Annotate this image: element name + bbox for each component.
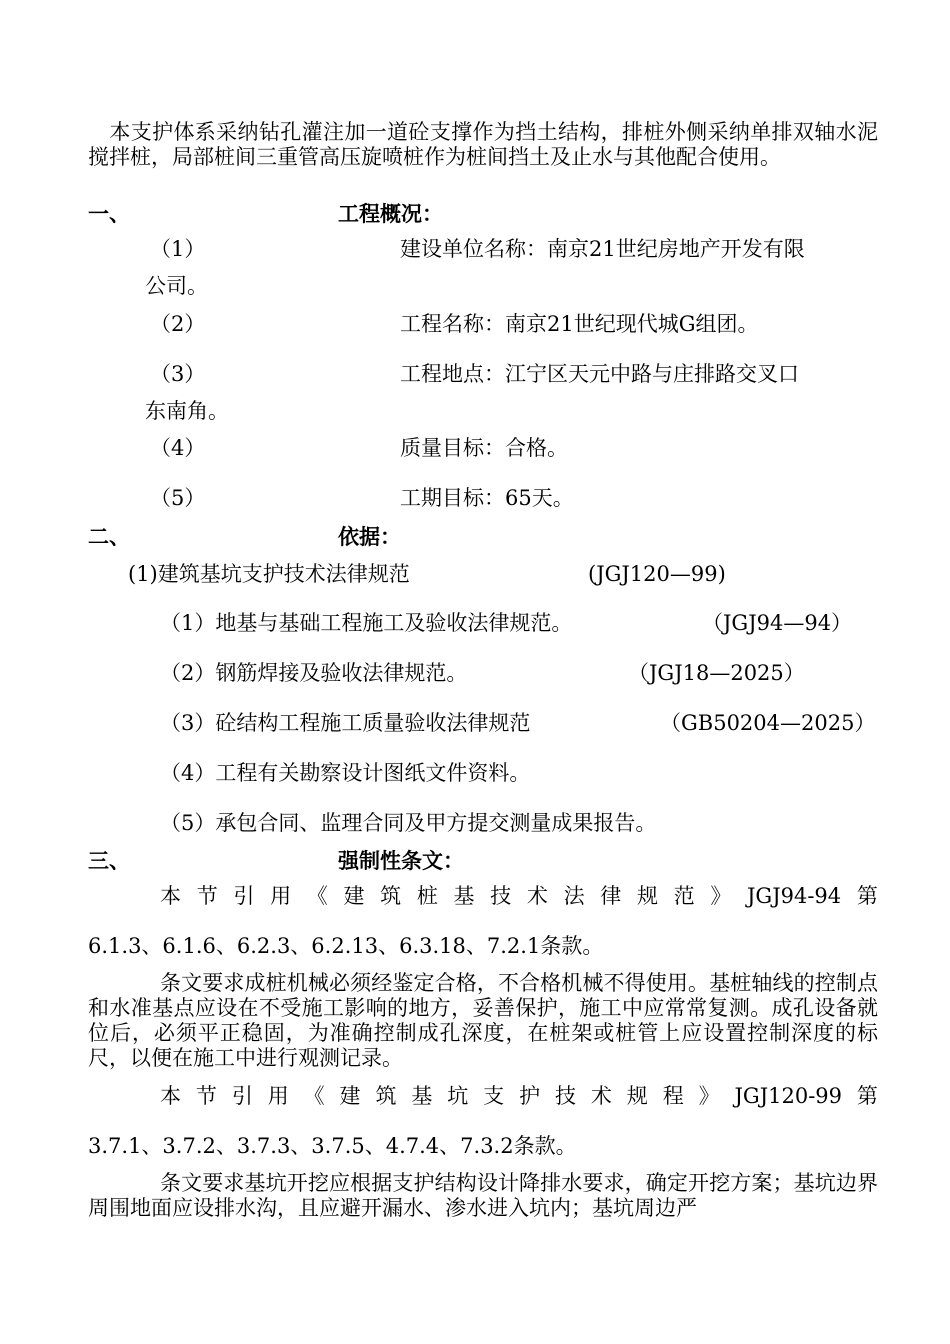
citation-word: 建	[339, 1084, 361, 1108]
item-number: （3）	[150, 362, 206, 386]
citation-word: JGJ94-94	[747, 884, 842, 908]
intro-paragraph: 本支护体系采纳钻孔灌注加一道砼支撑作为挡土结构，排桩外侧采纳单排双轴水泥搅拌桩，局部桩间三重管高压旋喷桩作为桩间挡土及止水与其他配合使用。	[88, 120, 878, 169]
citation-word: 基	[411, 1084, 433, 1108]
reference-text: （1）地基与基础工程施工及验收法律规范。	[160, 611, 573, 635]
citation-continuation: 3.7.1、3.7.2、3.7.3、3.7.5、4.7.4、7.3.2条款。	[88, 1134, 577, 1158]
citation-word: 规	[626, 1084, 648, 1108]
citation-word: 法	[563, 884, 585, 908]
section-3-number: 三、	[88, 848, 130, 873]
citation-word: 坑	[447, 1084, 469, 1108]
citation-word: 《	[303, 1084, 325, 1108]
citation-word: 引	[233, 884, 255, 908]
item-continuation: 公司。	[145, 274, 208, 298]
item-number: （1）	[150, 237, 206, 261]
section-2-number: 二、	[88, 524, 130, 549]
citation-word: 护	[519, 1084, 541, 1108]
reference-text: （2）钢筋焊接及验收法律规范。	[160, 661, 468, 685]
item-continuation: 东南角。	[145, 399, 229, 423]
section-1-title: 工程概况：	[338, 201, 443, 226]
citation-word: 技	[490, 884, 512, 908]
citation-word: 引	[231, 1084, 253, 1108]
citation-word: 支	[483, 1084, 505, 1108]
requirement-paragraph: 条文要求基坑开挖应根据支护结构设计降排水要求，确定开挖方案；基坑边界周围地面应设排水沟，且应避开漏水、渗水进入坑内；基坑周边严	[88, 1171, 878, 1220]
citation-word: 》	[698, 1084, 720, 1108]
citation-word: 规	[636, 884, 658, 908]
citation-word: 建	[343, 884, 365, 908]
section-2-title: 依据：	[338, 524, 401, 549]
citation-word: 筑	[380, 884, 402, 908]
citation-word: 节	[196, 884, 218, 908]
citation-word: 本	[160, 1084, 181, 1108]
citation-word: 范	[673, 884, 695, 908]
reference-code: （JGJ94—94）	[702, 611, 853, 635]
item-number: （4）	[150, 436, 206, 460]
reference-code: （JGJ18—2025）	[628, 661, 805, 685]
citation-continuation: 6.1.3、6.1.6、6.2.3、6.2.13、6.3.18、7.2.1条款。	[88, 934, 604, 958]
reference-text: （3）砼结构工程施工质量验收法律规范	[160, 711, 531, 735]
reference-code: (JGJ120—99)	[588, 562, 726, 586]
citation-word: 《	[306, 884, 328, 908]
citation-word: 本	[160, 884, 181, 908]
section-3-title: 强制性条文：	[338, 848, 464, 873]
citation-word: 第	[856, 884, 878, 908]
citation-word: 用	[267, 1084, 289, 1108]
item-text: 质量目标：合格。	[400, 436, 568, 460]
citation-word: JGJ120-99	[734, 1084, 843, 1108]
citation-word: 程	[662, 1084, 684, 1108]
reference-code: （GB50204—2025）	[660, 711, 876, 735]
requirement-paragraph: 条文要求成桩机械必须经鉴定合格，不合格机械不得使用。基桩轴线的控制点和水准基点应设在不受施工影响的地方，妥善保护，施工中应常常复测。成孔设备就位后，必须平正稳固，为准确控制成孔深度，在桩架或桩管上应设置控制深度的标尺，以便在施工中进行观测记录。	[88, 971, 878, 1070]
item-text: 工期目标：65天。	[400, 486, 574, 510]
citation-word: 桩	[416, 884, 438, 908]
reference-text: (1)建筑基坑支护技术法律规范	[128, 562, 410, 586]
item-text: 工程地点：江宁区天元中路与庄排路交叉口	[400, 362, 799, 386]
citation-word: 》	[710, 884, 732, 908]
item-number: （5）	[150, 486, 206, 510]
citation-word: 节	[195, 1084, 217, 1108]
section-1-number: 一、	[88, 201, 130, 226]
citation-word: 术	[526, 884, 548, 908]
citation-word: 用	[270, 884, 292, 908]
reference-text: （5）承包合同、监理合同及甲方提交测量成果报告。	[160, 811, 657, 835]
citation-word: 技	[554, 1084, 576, 1108]
citation-line	[88, 883, 878, 909]
citation-word: 筑	[375, 1084, 397, 1108]
citation-word: 术	[590, 1084, 612, 1108]
citation-word: 第	[856, 1084, 878, 1108]
item-text: 工程名称：南京21世纪现代城G组团。	[400, 312, 759, 336]
reference-text: （4）工程有关勘察设计图纸文件资料。	[160, 761, 531, 785]
item-text: 建设单位名称：南京21世纪房地产开发有限	[400, 237, 805, 261]
citation-word: 律	[600, 884, 622, 908]
item-number: （2）	[150, 312, 206, 336]
citation-line	[88, 1083, 878, 1109]
citation-word: 基	[453, 884, 475, 908]
